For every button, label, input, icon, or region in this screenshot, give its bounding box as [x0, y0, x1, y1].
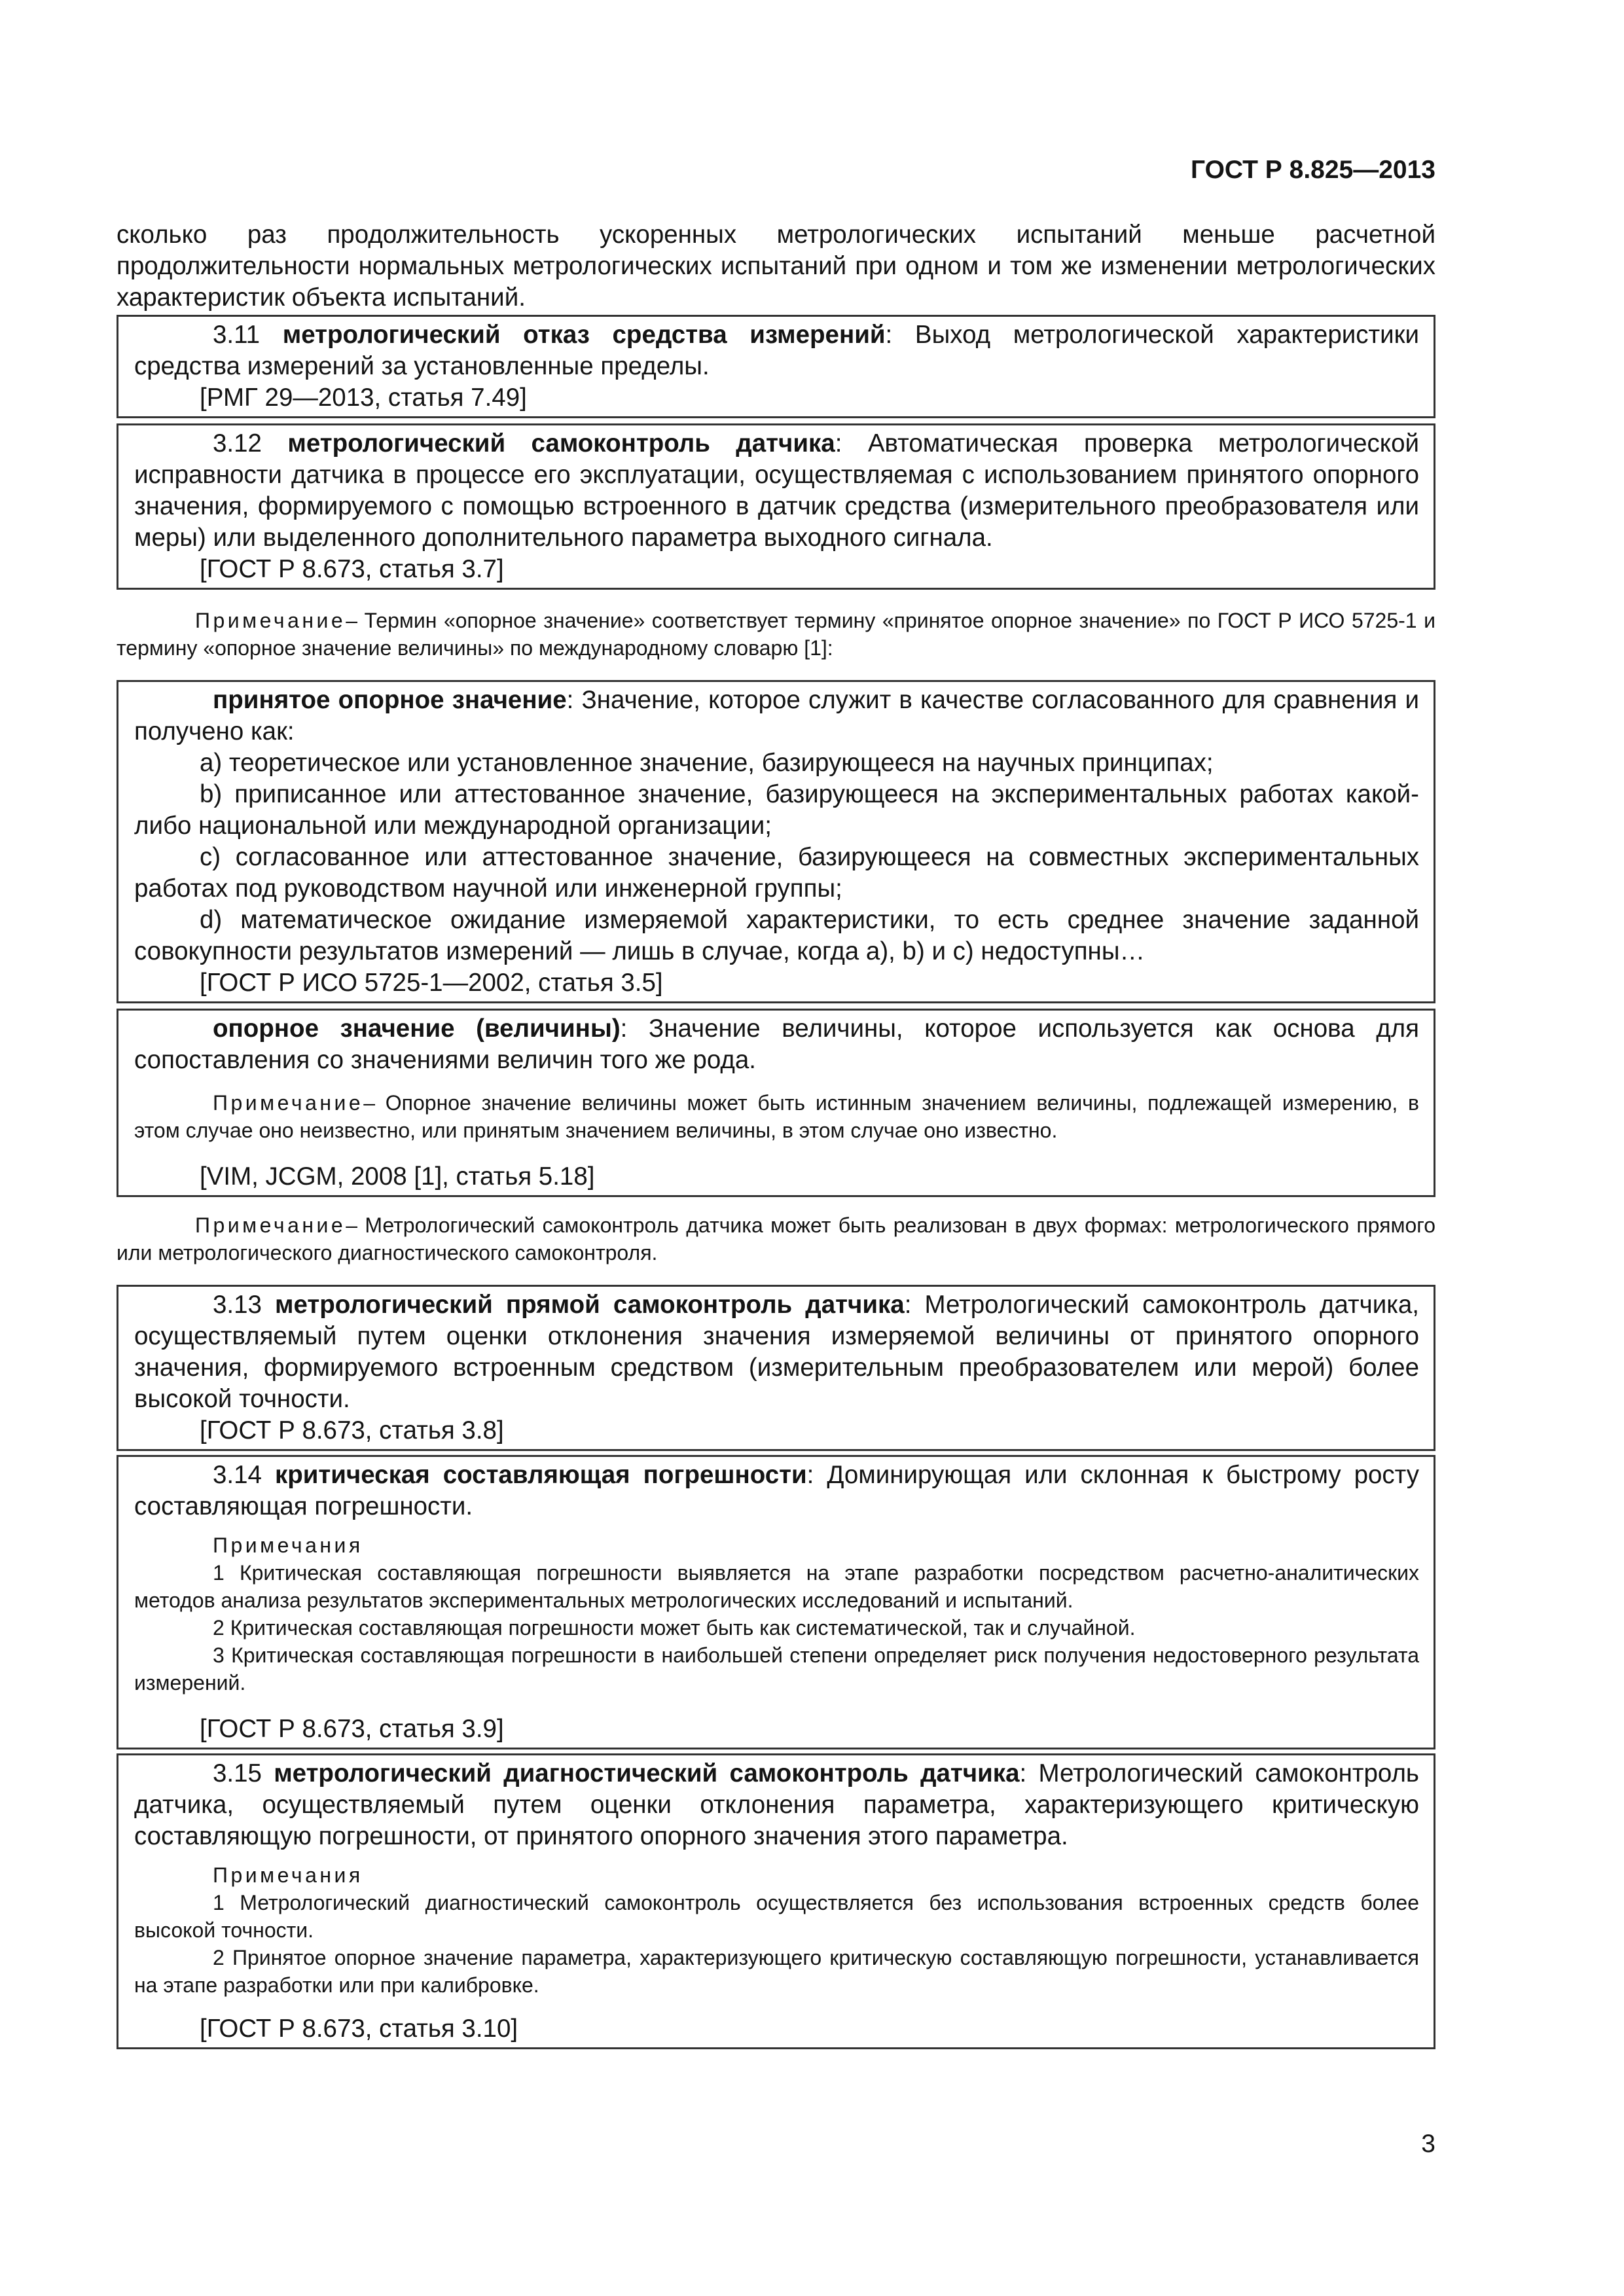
- term-definition-text: : Метрологический самоконтроль датчика, осуществляемый путем оценки отклонения параметра, характеризующего критическую составляющую погрешности, от принятого опорного значения этого параметра.: [134, 1759, 1419, 1850]
- term-title: метрологический диагностический самоконтроль датчика: [274, 1759, 1020, 1787]
- note-label: Примечание: [195, 609, 346, 632]
- term-definition: [134, 1289, 1419, 1415]
- term-definition: [134, 1460, 1419, 1522]
- term-source: [ГОСТ Р 8.673, статья 3.9]: [200, 1715, 504, 1743]
- term-definition: [134, 1758, 1419, 1852]
- term-title: метрологический прямой самоконтроль датчика: [275, 1291, 905, 1319]
- term-definition-text: : Значение, которое служит в качестве согласованного для сравнения и получено как:: [134, 686, 1419, 745]
- note-label: Примечание: [195, 1213, 346, 1237]
- term-number: 3.12: [213, 429, 262, 457]
- list-item: а) теоретическое или установленное значение, базирующееся на научных принципах;: [200, 749, 1214, 777]
- term-definition: [134, 1013, 1419, 1076]
- term-title: метрологический самоконтроль датчика: [287, 429, 835, 457]
- term-source: [VIM, JCGM, 2008 [1], статья 5.18]: [200, 1162, 595, 1191]
- term-definition: [134, 685, 1419, 747]
- notes-label: Примечания: [213, 1863, 363, 1887]
- page-number: [117, 2128, 1435, 2160]
- term-title: метрологический отказ средства измерений: [282, 321, 886, 349]
- term-definition: [134, 428, 1419, 554]
- note-text: – Метрологический самоконтроль датчика может быть реализован в двух формах: метрологического прямого или метрологического диагностического самоконтроля.: [117, 1213, 1435, 1265]
- note-item: 2 Критическая составляющая погрешности может быть как систематической, так и случайной.: [213, 1616, 1136, 1640]
- term-source: [ГОСТ Р ИСО 5725-1—2002, статья 3.5]: [200, 969, 663, 997]
- intro-paragraph: сколько раз продолжительность ускоренных метрологических испытаний меньше расчетной продолжительности нормальных метрологических испытаний при одном и том же изменении метрологических характеристик объекта испытаний.: [117, 221, 1435, 312]
- term-box-accepted-reference-value: [117, 680, 1435, 1003]
- term-title: критическая составляющая погрешности: [274, 1461, 807, 1489]
- term-box-3-11: [117, 315, 1435, 418]
- note-text: – Опорное значение величины может быть истинным значением величины, подлежащей измерению, в этом случае оно неизвестно, или принятым значением величины, в этом случае оно известно.: [134, 1091, 1419, 1142]
- note-item: 1 Критическая составляющая погрешности выявляется на этапе разработки посредством расчетно-аналитических методов анализа результатов экспериментальных метрологических исследований и испытаний.: [134, 1561, 1419, 1612]
- term-definition-text: : Автоматическая проверка метрологической исправности датчика в процессе его эксплуатации, осуществляемая с использованием принятого опорного значения, формируемого с помощью встроенного в датчик средства (измерительного преобразователя или меры) или выделенного дополнительного параметра выходного сигнала.: [134, 429, 1419, 552]
- term-title: принятое опорное значение: [213, 686, 567, 714]
- term-title: опорное значение (величины): [213, 1014, 621, 1043]
- term-source: [ГОСТ Р 8.673, статья 3.7]: [200, 555, 504, 583]
- term-definition: [134, 319, 1419, 382]
- page-number-text: 3: [1421, 2130, 1435, 2158]
- term-box-reference-value: [117, 1009, 1435, 1197]
- term-box-3-13: [117, 1285, 1435, 1451]
- note-item: 3 Критическая составляющая погрешности в наибольшей степени определяет риск получения недостоверного результата измерений.: [134, 1643, 1419, 1695]
- page-body: [117, 149, 1435, 2049]
- term-source: [ГОСТ Р 8.673, статья 3.8]: [200, 1416, 504, 1444]
- term-box-3-14: [117, 1455, 1435, 1749]
- term-source: [РМГ 29—2013, статья 7.49]: [200, 384, 527, 412]
- note-label: Примечание: [213, 1091, 364, 1115]
- term-box-3-12: [117, 423, 1435, 590]
- note-paragraph: [134, 1089, 1419, 1144]
- term-number: 3.15: [213, 1759, 262, 1787]
- standard-designation: ГОСТ Р 8.825—2013: [1191, 156, 1435, 184]
- term-box-3-15: [117, 1753, 1435, 2049]
- list-item: b) приписанное или аттестованное значение, базирующееся на экспериментальных работах какой-либо национальной или международной организации;: [134, 780, 1419, 840]
- note-text: – Термин «опорное значение» соответствует термину «принятое опорное значение» по ГОСТ Р ИСО 5725-1 и термину «опорное значение величины» по международному словарю [1]:: [117, 609, 1435, 660]
- term-number: 3.14: [213, 1461, 262, 1489]
- term-definition-text: : Значение величины, которое используется как основа для сопоставления со значениями величин того же рода.: [134, 1014, 1419, 1074]
- list-item: d) математическое ожидание измеряемой характеристики, то есть среднее значение заданной совокупности результатов измерений — лишь в случае, когда а), b) и с) недоступны…: [134, 906, 1419, 965]
- note-paragraph: [117, 607, 1435, 662]
- term-number: 3.11: [213, 321, 261, 349]
- term-source: [ГОСТ Р 8.673, статья 3.10]: [200, 2015, 518, 2043]
- note-paragraph: [117, 1211, 1435, 1266]
- notes-label: Примечания: [213, 1534, 363, 1557]
- note-item: 2 Принятое опорное значение параметра, характеризующего критическую составляющую погрешности, устанавливается на этапе разработки или при калибровке.: [134, 1946, 1419, 1997]
- term-definition-text: : Выход метрологической характеристики средства измерений за установленные пределы.: [134, 321, 1419, 380]
- term-definition-text: : Доминирующая или склонная к быстрому росту составляющая погрешности.: [134, 1461, 1419, 1520]
- term-number: 3.13: [213, 1291, 262, 1319]
- list-item: с) согласованное или аттестованное значение, базирующееся на совместных экспериментальных работах под руководством научной или инженерной группы;: [134, 843, 1419, 903]
- term-definition-text: : Метрологический самоконтроль датчика, осуществляемый путем оценки отклонения значения измеряемой величины от принятого опорного значения, формируемого встроенным средством (измерительным преобразователем или мерой) более высокой точности.: [134, 1291, 1420, 1413]
- note-item: 1 Метрологический диагностический самоконтроль осуществляется без использования встроенных средств более высокой точности.: [134, 1891, 1419, 1942]
